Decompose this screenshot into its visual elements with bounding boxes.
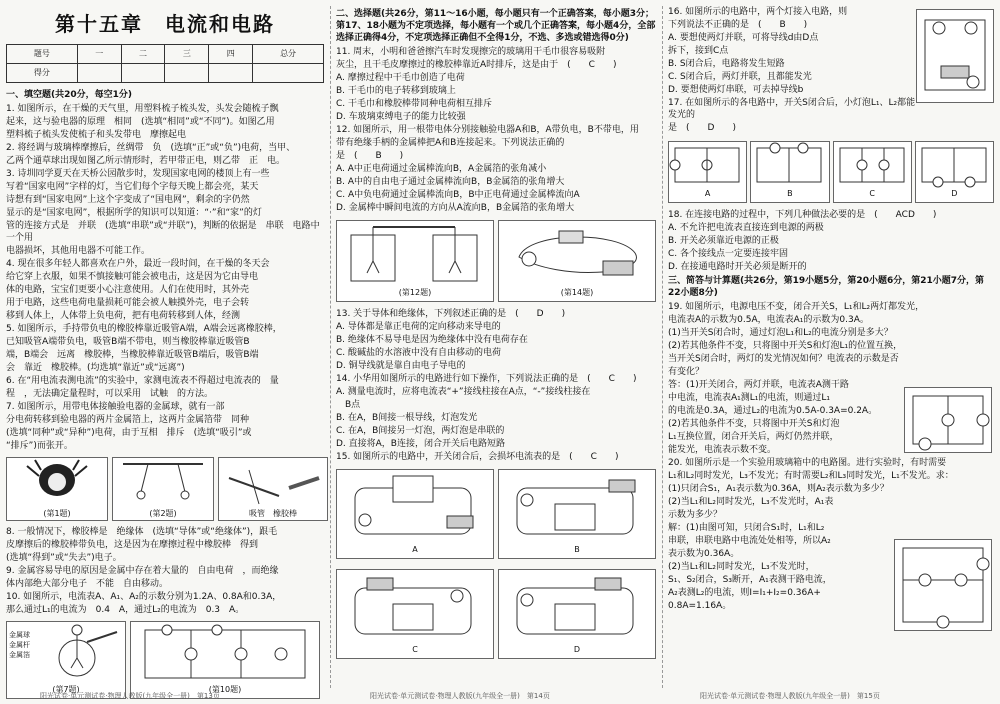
page-footer: 阳光试卷·单元测试卷·物理人教版(九年级全一册) 第14页 bbox=[370, 692, 550, 700]
score-cell bbox=[77, 64, 121, 83]
question-text bbox=[6, 103, 324, 452]
figure-question-12 bbox=[336, 220, 494, 302]
text-line: 用于电路，这些电荷电量损耗可能会被人触摸外壳，电子会转 bbox=[6, 298, 250, 308]
score-table-value-row bbox=[7, 64, 324, 83]
text-line: B. 绝缘体不易导电是因为绝缘体中没有电荷存在 bbox=[336, 335, 528, 345]
text-line: A. 要想使两灯并联，可将导线d由D点 bbox=[668, 33, 819, 43]
text-line: D. 金属棒中瞬间电流的方向从A流向B，B金属箔的张角增大 bbox=[336, 203, 575, 213]
text-line: 12. 如图所示，用一根带电体分别接触验电器A和B，A带负电，B不带电，用 bbox=[336, 125, 639, 135]
text-line: 给它穿上衣服，如果不慎接触可能会被电击，这是因为它由导电 bbox=[6, 272, 259, 282]
text-line: C. 干毛巾和橡胶棒带同种电荷相互排斥 bbox=[336, 99, 493, 109]
text-line: (选填“同种”或“异种”)电荷，由于互相 排斥 (选填“吸引”或 bbox=[6, 428, 252, 438]
text-line: 11. 周末，小明和爸爸擦汽车时发现擦完的玻璃用干毛巾很容易吸附 bbox=[336, 47, 606, 57]
text-line: L₁互换位置，闭合开关后，两灯仍然并联， bbox=[668, 432, 839, 442]
section-heading: 二、选择题(共26分，第11～16小题，每小题只有一个正确答案，每小题3分；第17、18小题为不定项选择，每小题有一个或几个正确答案，每小题4分，全部选择正确得4分，不定项选择正确但不全得1分，不选、多选或错选得0分) bbox=[336, 9, 656, 43]
question-text bbox=[336, 46, 656, 214]
text-line: A. 摩擦过程中干毛巾创造了电荷 bbox=[336, 73, 465, 83]
text-line: 那么通过L₁的电流为 0.4 A，通过L₂的电流为 0.3 A。 bbox=[6, 605, 245, 615]
score-cell bbox=[165, 64, 209, 83]
text-line: C. 各个接线点一定要连接牢固 bbox=[668, 249, 789, 259]
text-line: 答：(1)开关闭合，两灯并联，电流表A测干路 bbox=[668, 380, 849, 390]
text-line: 3. 诗圳同学夏天在天桥公园散步时，发现国家电网的楼顶上有一些 bbox=[6, 169, 270, 179]
text-line: 乙两个通草球出现如图乙所示情形时，若甲带正电，则乙带 正 电。 bbox=[6, 156, 286, 166]
text-line: A. 测量电流时，应将电流表“+”接线柱接在A点，“-”接线柱接在 bbox=[336, 387, 591, 397]
text-line: C. A中负电荷通过金属棒流向B，B中正电荷通过金属棒流向A bbox=[336, 190, 580, 200]
column-3 bbox=[668, 6, 994, 688]
text-line: 体的电路，宝宝们更要小心注意使用。人们在使用时，其外壳 bbox=[6, 285, 250, 295]
score-cell bbox=[209, 64, 253, 83]
score-table-header-row bbox=[7, 45, 324, 64]
figure-label: 金属箔 bbox=[9, 651, 30, 659]
text-line: 写着“国家电网”字样的灯，当它们每个字每天晚上都会亮，某天 bbox=[6, 182, 259, 192]
text-line: 拆下，接到C点 bbox=[668, 46, 729, 56]
question-text bbox=[336, 308, 656, 463]
text-line: S₁、S₂闭合，S₃断开，A₁表测干路电流， bbox=[668, 575, 832, 585]
figure-question-19 bbox=[904, 387, 992, 453]
text-line: 体内部绝大部分电子 不能 自由移动。 bbox=[6, 579, 169, 589]
text-line: 显示的是“国家电网”，根据所学的知识可以知道：“·”和“家”的灯 bbox=[6, 208, 262, 218]
section-heading: 三、简答与计算题(共26分，第19小题5分，第20小题6分，第21小题7分，第22小题8分) bbox=[668, 276, 984, 298]
text-line: 是 ( D ) bbox=[668, 123, 736, 133]
figure-caption: (第1题) bbox=[43, 509, 71, 518]
text-line: 4. 现在很多年轻人都喜欢在户外，最近一段时间，在干燥的冬天会 bbox=[6, 259, 270, 269]
text-line: 塑料梳子梳头发使梳子和头发带电 摩擦起电 bbox=[6, 130, 187, 140]
text-line: 9. 金属容易导电的原因是金属中存在着大量的 自由电荷 ，而绝缘 bbox=[6, 566, 279, 576]
text-line: L₁和L₂同时发光，L₃不发光；有时需要L₂和L₃同时发光，L₁不发光。求： bbox=[668, 471, 954, 481]
circuit-option-a bbox=[668, 141, 747, 203]
text-line: B. S闭合后，电路将发生短路 bbox=[668, 59, 785, 69]
text-line: 已知吸管A端带负电，吸管B端不带电，则当橡胶棒靠近吸管B bbox=[6, 337, 250, 347]
text-line: 示数为多少？ bbox=[668, 510, 723, 520]
question-text bbox=[668, 209, 994, 273]
text-line: (2)当L₁和L₂同时发光，L₃不发光时， bbox=[668, 562, 815, 572]
text-line: 5. 如图所示，手持带负电的橡胶棒靠近吸管A端，A端会远离橡胶棒， bbox=[6, 324, 282, 334]
text-line: 13. 关于导体和绝缘体，下列叙述正确的是 ( D ) bbox=[336, 309, 566, 319]
text-line: 诗想有到“国家电网”上这个字变成了“国电网”，剩余的字仍然 bbox=[6, 195, 250, 205]
text-line: A. 导体都是靠正电荷的定向移动来导电的 bbox=[336, 322, 501, 332]
text-line: 灰尘，且干毛皮摩擦过的橡胶棒靠近A时排斥，这是由于 ( C ) bbox=[336, 60, 617, 70]
text-line: 当开关S闭合时，两灯的发光情况如何？电流表的示数是否 bbox=[668, 354, 899, 364]
option-label: D bbox=[573, 645, 581, 654]
text-line: 解：(1)由图可知，只闭合S₁时，L₁和L₂ bbox=[668, 523, 825, 533]
figure-question-14 bbox=[498, 220, 656, 302]
question-text bbox=[668, 6, 916, 135]
text-line: B点 bbox=[336, 400, 361, 410]
circuit-option-b bbox=[750, 141, 829, 203]
score-table bbox=[6, 44, 324, 83]
text-line: 起来，这与验电器的原理 相同 (选填“相同”或“不同”)。如图乙用 bbox=[6, 117, 275, 127]
option-label: A bbox=[704, 189, 711, 198]
figure-question-2 bbox=[112, 457, 214, 521]
figure-question-1 bbox=[6, 457, 108, 521]
text-line: C. 在A，B间接另一灯泡，两灯泡是串联的 bbox=[336, 426, 505, 436]
figure-label: 金属球 bbox=[9, 631, 30, 639]
text-line: 管的连接方式是 并联 (选填“串联”或“并联”)，判断的依据是 串联 电路中一个用 bbox=[6, 221, 320, 243]
text-line: 皮摩擦后的橡胶棒带负电，这是因为在摩擦过程中橡胶棒 得到 bbox=[6, 540, 259, 550]
option-label: A bbox=[412, 545, 418, 554]
text-line: 是 ( B ) bbox=[336, 151, 404, 161]
circuit-option-c bbox=[336, 569, 494, 659]
text-line: (2)若其他条件不变，只将图中开关S和灯泡 bbox=[668, 419, 840, 429]
figure-label: 吸管 橡胶棒 bbox=[249, 509, 297, 518]
score-cell: 一 bbox=[77, 45, 121, 64]
option-label: B bbox=[787, 189, 793, 198]
figure-question-5 bbox=[218, 457, 328, 521]
text-line: B. A中的自由电子通过金属棒流向B，B金属箔的张角增大 bbox=[336, 177, 565, 187]
text-line: D. 要想使两灯串联，可去掉导线b bbox=[668, 85, 804, 95]
text-line: 10. 如图所示，电流表A、A₁、A₂的示数分别为1.2A、0.8A和0.3A， bbox=[6, 592, 282, 602]
text-line: (1)只闭合S₁，A₁表示数为0.36A，则A₂表示数为多少？ bbox=[668, 484, 889, 494]
text-line: 分电荷转移到验电器的两片金属箔上，这两片金属箔带 同种 bbox=[6, 415, 250, 425]
text-line: C. 酸碱盐的水溶液中没有自由移动的电荷 bbox=[336, 348, 502, 358]
text-line: 15. 如图所示的电路中，开关闭合后，会损坏电流表的是 ( C ) bbox=[336, 452, 619, 462]
score-cell: 题号 bbox=[7, 45, 78, 64]
score-cell bbox=[121, 64, 165, 83]
circuit-option-a bbox=[336, 469, 494, 559]
text-line: 17. 在如图所示的各电路中，开关S闭合后，小灯泡L₁、L₂都能发光的 bbox=[668, 98, 916, 120]
text-line: 2. 将经调与玻璃棒摩擦后，丝绸带 负 (选填“正”或“负”)电荷，当甲、 bbox=[6, 143, 296, 153]
text-line: 20. 如图所示是一个实验用玻璃箱中的电路图。进行实验时，有时需要 bbox=[668, 458, 947, 468]
figure-question-10 bbox=[130, 621, 320, 699]
circuit-option-c bbox=[833, 141, 912, 203]
text-line: A. A中正电荷通过金属棒流向B，A金属箔的张角减小 bbox=[336, 164, 547, 174]
text-line: 串联，串联电路中电流处处相等，所以A₂ bbox=[668, 536, 831, 546]
score-cell: 四 bbox=[209, 45, 253, 64]
text-line: 会 靠近 橡胶棒。(均选填“靠近”或“远离”) bbox=[6, 363, 185, 373]
page-footer: 阳光试卷·单元测试卷·物理人教版(九年级全一册) 第15页 bbox=[700, 692, 880, 700]
text-line: 1. 如图所示，在干燥的天气里，用塑料梳子梳头发，头发会随梳子飘 bbox=[6, 104, 279, 114]
text-line: (1)当开关S闭合时，通过灯泡L₁和L₂的电流分别是多大？ bbox=[668, 328, 893, 338]
text-line: D. 在接通电路时开关必须是断开的 bbox=[668, 262, 807, 272]
text-line: “排斥”)而张开。 bbox=[6, 441, 73, 451]
figure-question-7 bbox=[6, 621, 126, 699]
text-line: 0.8A=1.16A。 bbox=[668, 601, 732, 611]
text-line: B. 在A，B间接一根导线，灯泡发光 bbox=[336, 413, 478, 423]
text-line: 下列说法不正确的是 ( B ) bbox=[668, 20, 808, 30]
score-cell: 三 bbox=[165, 45, 209, 64]
text-line: 19. 如图所示，电源电压不变，闭合开关S，L₁和L₂两灯都发光， bbox=[668, 302, 925, 312]
figure-question-20 bbox=[894, 539, 992, 631]
text-line: 移到人体上，人体带上负电荷，把有电荷转移到人体，经测 bbox=[6, 311, 241, 321]
text-line: 表示数为0.36A。 bbox=[668, 549, 740, 559]
chapter-title: 第十五章 电流和电路 bbox=[55, 12, 275, 36]
text-line: 电器损坏，其他用电器不可能工作。 bbox=[6, 246, 151, 256]
text-line: (选填“得到”或“失去”)电子。 bbox=[6, 553, 122, 563]
figure-caption: (第7题) bbox=[52, 685, 80, 694]
option-label: C bbox=[412, 645, 418, 654]
figure-question-17 bbox=[668, 138, 994, 206]
text-line: D. 车玻璃束缚电子的能力比较强 bbox=[336, 112, 466, 122]
text-line: C. S闭合后，两灯并联，且都能发光 bbox=[668, 72, 812, 82]
text-line: 端，B端会 远离 橡胶棒，当橡胶棒靠近吸管B端后，吸管B端 bbox=[6, 350, 259, 360]
text-line: 7. 如图所示，用带电体接触验电器的金属球，就有一部 bbox=[6, 402, 225, 412]
circuit-option-b bbox=[498, 469, 656, 559]
figure-caption: (第12题) bbox=[398, 288, 432, 297]
text-line: 的电流是0.3A，通过L₂的电流为0.5A-0.3A=0.2A。 bbox=[668, 406, 878, 416]
circuit-option-d bbox=[915, 141, 994, 203]
text-line: 能发光，电流表示数不变。 bbox=[668, 445, 777, 455]
figure-question-16 bbox=[916, 9, 994, 103]
text-line: 有变化？ bbox=[668, 367, 705, 377]
score-cell bbox=[253, 64, 324, 83]
column-1 bbox=[6, 6, 324, 694]
option-label: D bbox=[951, 189, 958, 198]
text-line: D. 直接将A，B连接，闭合开关后电路短路 bbox=[336, 439, 505, 449]
section-heading: 一、填空题(共20分，每空1分) bbox=[6, 90, 133, 100]
text-line: B. 开关必须靠近电源的正极 bbox=[668, 236, 779, 246]
figure-label: 金属杆 bbox=[9, 641, 30, 649]
page-footer: 阳光试卷·单元测试卷·物理人教版(九年级全一册) 第13页 bbox=[40, 692, 220, 700]
text-line: 中电流，电流表A₁测L₁的电流，则通过L₁ bbox=[668, 393, 831, 403]
text-line: (2)当L₁和L₂同时发光，L₃不发光时，A₁表 bbox=[668, 497, 834, 507]
figure-caption: (第10题) bbox=[208, 685, 242, 694]
question-text bbox=[6, 526, 324, 616]
text-line: 18. 在连接电路的过程中，下列几种做法必要的是 ( ACD ) bbox=[668, 210, 937, 220]
text-line: 8. 一般情况下，橡胶棒是 绝缘体 (选填“导体”或“绝缘体”)，跟毛 bbox=[6, 527, 278, 537]
score-cell: 二 bbox=[121, 45, 165, 64]
column-2 bbox=[336, 6, 656, 688]
column-divider bbox=[662, 6, 663, 688]
option-label: B bbox=[574, 545, 580, 554]
text-line: 电流表A的示数为0.5A，电流表A₁的示数为0.3A。 bbox=[668, 315, 869, 325]
option-label: C bbox=[869, 189, 875, 198]
figure-caption: (第14题) bbox=[560, 288, 594, 297]
figure-caption: (第2题) bbox=[149, 509, 177, 518]
text-line: 14. 小华用如图所示的电路进行如下操作，下列说法正确的是 ( C ) bbox=[336, 374, 637, 384]
text-line: 16. 如图所示的电路中，两个灯接入电路，则 bbox=[668, 7, 848, 17]
text-line: 程 ，无法确定量程时，可以采用 试触 的方法。 bbox=[6, 389, 214, 399]
figure-question-15 bbox=[336, 466, 656, 662]
text-line: 6. 在“用电流表测电流”的实验中，家测电流表不得超过电流表的 量 bbox=[6, 376, 279, 386]
text-line: (2)若其他条件不变，只将图中开关S和灯泡L₁的位置互换， bbox=[668, 341, 903, 351]
circuit-option-d bbox=[498, 569, 656, 659]
text-line: B. 干毛巾的电子转移到玻璃上 bbox=[336, 86, 456, 96]
text-line: D. 铜导线就是靠自由电子导电的 bbox=[336, 361, 466, 371]
score-cell: 总分 bbox=[253, 45, 324, 64]
column-divider bbox=[330, 6, 331, 688]
text-line: A₂表测L₂的电流，则I=I₁+I₂=0.36A+ bbox=[668, 588, 821, 598]
text-line: 带有绝缘手柄的金属棒把A和B连接起来。下列说法正确的 bbox=[336, 138, 565, 148]
text-line: A. 不允许把电流表直接连到电源的两极 bbox=[668, 223, 824, 233]
score-cell: 得分 bbox=[7, 64, 78, 83]
